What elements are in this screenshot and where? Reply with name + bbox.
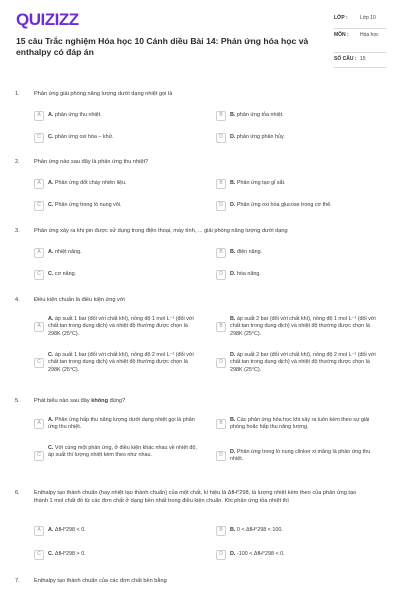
option-box[interactable]: A [34,419,44,429]
option-box[interactable]: A [34,322,44,332]
option-box[interactable]: C [34,451,44,461]
option-letter: B. [230,527,236,533]
option-letter: D. [230,202,236,208]
meta-label: LỚP : [334,15,348,21]
option-text: áp suất 2 bar (đối với chất khí), nồng độ 2 mol L⁻¹ (đối với chất tan trong dung dịch) và nhiệt độ thường được chọn là 298K (25°C). [230,352,376,373]
option-letter: A. [48,527,54,533]
option-text: Phản ứng đốt cháy nhiên liệu. [54,180,127,186]
option-text: Phản ứng hấp thu năng lượng dưới dạng nhiệt gọi là phản ứng thu nhiệt. [48,417,195,431]
question-4 [0,296,400,373]
option-text: ΔfH°298 > 0. [54,551,86,557]
question-number: 2. [15,159,20,165]
option-letter: B. [230,112,236,118]
meta-label: MÔN : [334,32,349,38]
option-box[interactable]: C [34,201,44,211]
option-box[interactable]: D [216,270,226,280]
option-letter: B. [230,180,236,186]
option-letter: C. [48,551,54,557]
option-d[interactable] [216,271,362,280]
option-b[interactable] [216,527,362,536]
question-number: 4. [15,297,20,303]
question-number: 5. [15,398,20,404]
option-letter: D. [230,551,236,557]
option-text: ΔfH°298 < 0. [54,527,86,533]
option-letter: B. [230,417,236,423]
option-box[interactable]: B [216,248,226,258]
option-text: Phản ứng trong lò nung clinker xi măng là phản ứng thu nhiệt. [230,449,371,463]
option-d[interactable] [216,202,390,211]
meta-value: Hóa học [360,32,379,38]
option-letter: C. [48,202,54,208]
option-box[interactable]: D [216,550,226,560]
option-box[interactable]: D [216,358,226,368]
option-box[interactable]: B [216,419,226,429]
option-box[interactable]: B [216,526,226,536]
page-title: 15 câu Trắc nghiệm Hóa học 10 Cánh diều Bài 14: Phản ứng hóa học và enthalpy có đáp án [16,36,309,57]
option-text: áp suất 1 bar (đối với chất khí), nồng độ 1 mol L⁻¹ (đối với chất tan trong dung dịch) và nhiệt độ thường được chọn là 298K (25°C). [48,316,194,337]
meta-label: SỐ CÂU : [334,56,357,62]
question-5 [0,397,400,463]
option-text: phản ứng phân hủy. [236,134,285,140]
question-text: Phản ứng nào sau đây là phản ứng thu nhiệt? [34,159,149,165]
option-letter: D. [230,271,236,277]
question-number: 7. [15,578,20,584]
question-text: Enthalpy tạo thành chuẩn của các đơn chất bền bằng [34,578,167,584]
option-text: Các phản ứng hóa học khi xảy ra luôn kèm theo sự giải phóng hoặc hấp thu năng lượng. [230,417,370,431]
option-letter: D. [230,134,236,140]
question-2 [0,158,400,209]
option-b[interactable] [216,417,380,432]
option-letter: A. [48,417,54,423]
option-box[interactable]: B [216,322,226,332]
option-text: áp suất 1 bar (đối với chất khí), nồng độ 2 mol L⁻¹ (đối với chất tan trong dung dịch) và nhiệt độ thường được chọn là 298K (25°C). [48,352,194,373]
option-text: phản ứng tỏa nhiệt. [236,112,284,118]
option-b[interactable] [216,249,362,258]
option-text: hóa năng. [236,271,261,277]
meta-value: 15 [360,56,366,62]
question-1 [0,90,400,141]
option-box[interactable]: C [34,550,44,560]
option-box[interactable]: D [216,201,226,211]
option-b[interactable] [216,180,362,189]
question-text: Phát biểu nào sau đây không đúng? [34,398,126,404]
option-letter: A. [48,249,54,255]
option-box[interactable]: A [34,111,44,121]
option-box[interactable]: A [34,526,44,536]
question-text: Phản ứng xảy ra khi pin được sử dụng trong điện thoại, máy tính, ... giải phóng năng lượng dưới dạng [34,228,288,234]
option-c[interactable] [34,134,180,143]
option-c[interactable] [34,352,198,374]
question-text: Điều kiện chuẩn là điều kiện ứng với [34,297,125,303]
option-d[interactable] [216,134,362,143]
meta-row-subject [334,29,386,53]
option-box[interactable]: D [216,451,226,461]
option-a[interactable] [34,417,198,432]
option-c[interactable] [34,551,180,560]
option-d[interactable] [216,352,380,374]
option-c[interactable] [34,445,198,461]
option-box[interactable]: C [34,133,44,143]
option-box[interactable]: A [34,248,44,258]
option-letter: C. [48,134,54,140]
option-text: Với cùng một phản ứng, ở điều kiện khác nhau về nhiệt độ, áp suất thì lượng nhiệt kèm theo như nhau. [48,445,197,459]
option-text: nhiệt năng. [54,249,82,255]
meta-value: Lớp 10 [360,15,376,21]
option-c[interactable] [34,271,180,280]
option-box[interactable]: B [216,179,226,189]
option-text: Phản ứng trong lò nung vôi. [54,202,122,208]
header [0,0,400,72]
option-letter: C. [48,352,54,358]
quizizz-logo[interactable]: QUIZIZZ [16,10,79,29]
option-d[interactable] [216,449,380,464]
option-letter: A. [48,316,54,322]
option-letter: A. [48,112,54,118]
question-text: Phản ứng giải phóng năng lượng dưới dạng nhiệt gọi là [34,91,173,97]
question-number: 3. [15,228,20,234]
option-b[interactable] [216,316,380,338]
option-text: phản ứng oxi hóa – khử. [54,134,114,140]
option-text: phản ứng thu nhiệt. [54,112,102,118]
option-letter: B. [230,316,236,322]
option-text: Phản ứng oxi hóa glucose trong cơ thể. [236,202,332,208]
option-c[interactable] [34,202,180,211]
option-box[interactable]: D [216,133,226,143]
meta-panel [334,12,386,68]
option-box[interactable]: B [216,111,226,121]
question-number: 6. [15,490,20,496]
option-box[interactable]: A [34,179,44,189]
option-text: điện năng. [236,249,263,255]
option-box[interactable]: C [34,270,44,280]
option-letter: A. [48,180,54,186]
meta-row-class [334,12,386,29]
option-a[interactable] [34,180,180,189]
question-number: 1. [15,91,20,97]
option-a[interactable] [34,527,180,536]
option-letter: C. [48,271,54,277]
option-text: cơ năng. [54,271,77,277]
option-letter: C. [48,445,54,451]
option-letter: D. [230,449,236,455]
question-text: Enthalpy tạo thành chuẩn (hay nhiệt tạo thành chuẩn) của một chất, kí hiệu là ΔfH°298, là lượng nhiệt kèm theo của phản ứng tạo thành 1 mol chất đó từ các đơn chất ở dạng bền nhất trong điều kiện chuẩn. Khi phản ứng tỏa nhiệt thì [34,490,357,504]
option-text: -100 < ΔfH°298 < 0. [236,551,285,557]
option-d[interactable] [216,551,362,560]
question-3 [0,227,400,278]
question-6 [0,489,400,558]
option-text: Phản ứng tạo gỉ sắt. [236,180,286,186]
option-box[interactable]: C [34,358,44,368]
option-text: 0 < ΔfH°298 < 100. [236,527,283,533]
option-text: áp suất 2 bar (đối với chất khí), nồng độ 1 mol L⁻¹ (đối với chất tan trong dung dịch) và nhiệt độ thường được chọn là 298K (25°C). [230,316,376,337]
option-b[interactable] [216,112,362,121]
option-letter: B. [230,249,236,255]
option-a[interactable] [34,316,198,338]
option-a[interactable] [34,112,180,121]
option-a[interactable] [34,249,180,258]
question-7 [0,577,400,585]
meta-row-count [334,53,386,68]
option-letter: D. [230,352,236,358]
